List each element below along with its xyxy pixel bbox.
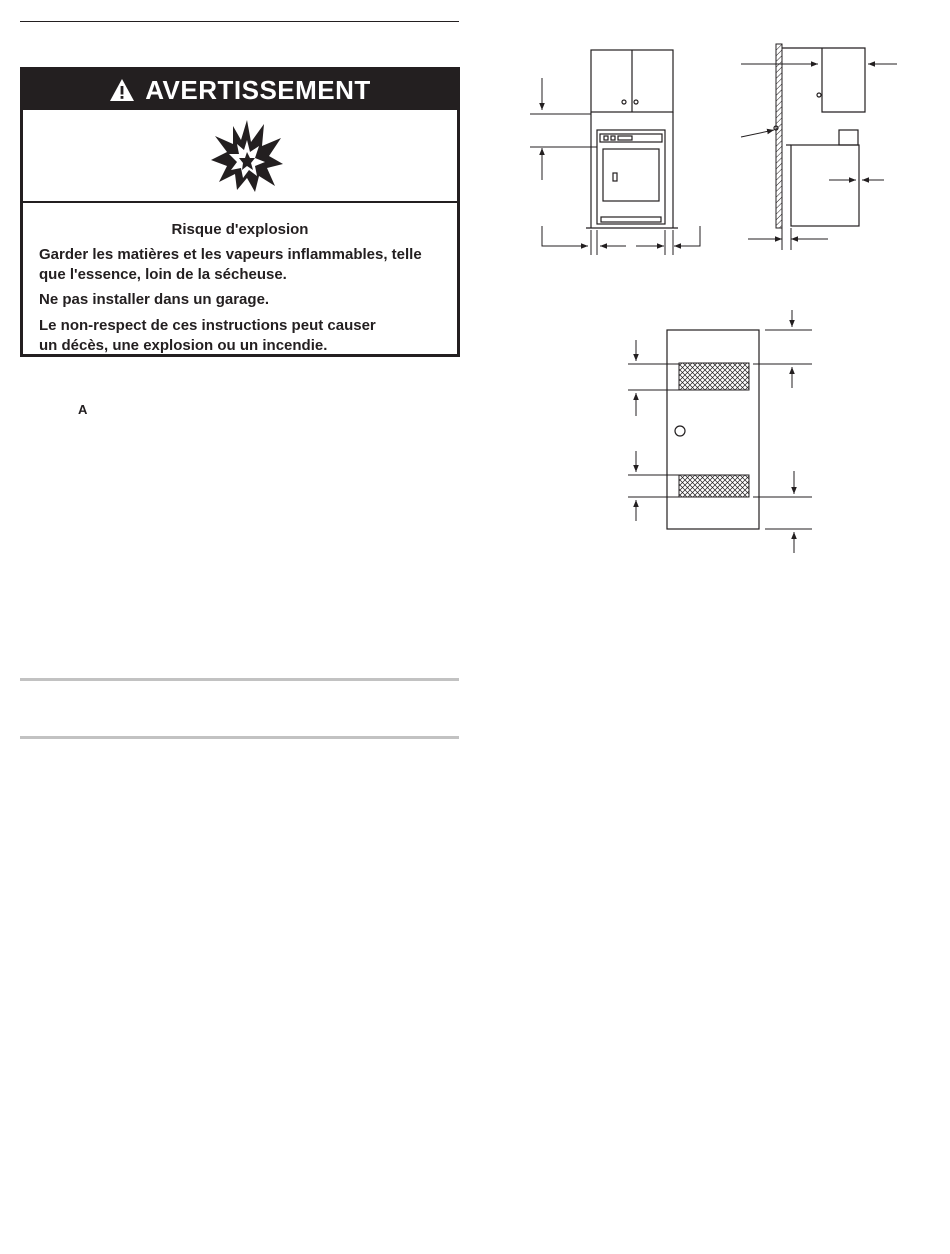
side-letter: A [78, 402, 88, 417]
warning-header [23, 70, 457, 110]
risk-title: Risque d'explosion [171, 221, 309, 238]
top-rule [20, 21, 459, 22]
section-divider [20, 678, 459, 681]
warning-line: Le non-respect de ces instructions peut causer [39, 317, 376, 334]
warning-box [20, 67, 460, 357]
warning-line: Garder les matières et les vapeurs inflammables, telle [39, 246, 422, 263]
warning-line: un décès, une explosion ou un incendie. [39, 337, 328, 354]
closet-front-view-illustration [520, 40, 710, 260]
hazard-symbol-area [23, 110, 457, 203]
warning-line: Ne pas installer dans un garage. [39, 291, 270, 308]
section-divider [20, 736, 459, 739]
warning-line: que l'essence, loin de la sécheuse. [39, 266, 287, 283]
explosion-icon [209, 120, 283, 192]
closet-side-view-illustration [735, 40, 905, 255]
warning-title: AVERTISSEMENT [145, 75, 371, 105]
closet-door-vent-openings-illustration [620, 305, 820, 557]
warning-triangle-icon [109, 78, 135, 102]
